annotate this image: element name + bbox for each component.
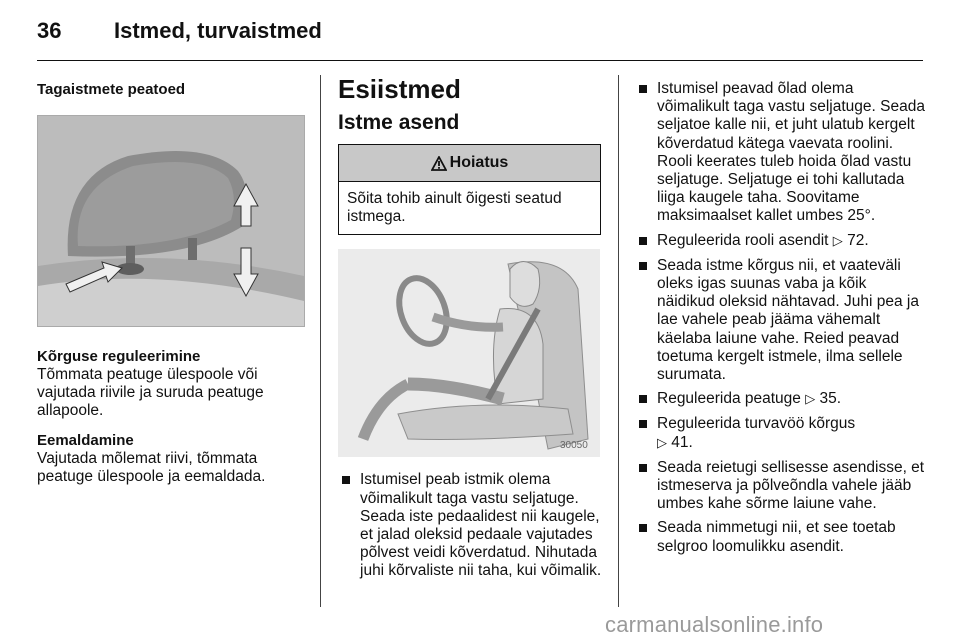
headrest-illustration-svg bbox=[38, 116, 304, 326]
instruction-bullet-list bbox=[635, 80, 925, 556]
reference-arrow-icon: ▷ bbox=[832, 233, 843, 249]
bullet-icon bbox=[639, 420, 647, 428]
list-item-text: Seada istme kõrgus nii, et vaateväli oleks igas suunas vaba ja kõik näidikud oleksid nähtavad. Juhi pea ja lae vahele peab jääma vähemalt käelaba laiune vahe. Reied peavad toetuma kergelt istmele, ilma sellele surumata. bbox=[657, 256, 919, 384]
bullet-icon bbox=[639, 464, 647, 472]
section-heading-rear-headrests: Tagaistmete peatoed bbox=[37, 81, 186, 98]
column-divider bbox=[320, 75, 321, 607]
seat-position-illustration-svg bbox=[338, 249, 600, 457]
list-item-text: Reguleerida turvavöö kõrgus bbox=[657, 415, 856, 433]
list-item-text: Istumisel peavad õlad olema võimalikult taga vastu seljatuge. Seada seljatoe kalle nii, et juht ulatub kergelt kõverdatud kätega vaevata roolini. Rooli keerates tuleb hoida õlad vastu seljatuge. Seljatuge ei tohi kallutada liiga kaugele taha. Soovitame maksimaalset kallet umbes 25°. bbox=[657, 80, 925, 225]
column-front-seats bbox=[338, 70, 603, 587]
seat-bullet-list bbox=[338, 471, 603, 580]
warning-header bbox=[339, 145, 600, 182]
list-item bbox=[635, 257, 925, 384]
warning-box bbox=[338, 144, 601, 235]
list-item bbox=[635, 415, 925, 452]
list-item-text: Reguleerida rooli asendit bbox=[657, 231, 829, 249]
height-adjust-heading: Kõrguse reguleerimine bbox=[37, 348, 201, 365]
reference-arrow-icon: ▷ bbox=[805, 392, 816, 408]
list-item bbox=[635, 80, 925, 226]
front-seats-heading: Esiistmed bbox=[338, 74, 461, 104]
bullet-icon bbox=[639, 395, 647, 403]
bullet-icon bbox=[639, 85, 647, 93]
bullet-icon bbox=[342, 476, 350, 484]
page-title: Istmed, turvaistmed bbox=[114, 18, 322, 43]
column-divider bbox=[618, 75, 619, 607]
bullet-icon bbox=[639, 262, 647, 270]
list-item bbox=[338, 471, 603, 580]
image-code: 30050 bbox=[560, 440, 588, 452]
list-item bbox=[635, 232, 925, 251]
removal-text: Vajutada mõlemat riivi, tõmmata peatuge ülespoole ja eemaldada. bbox=[37, 449, 266, 485]
list-item bbox=[635, 519, 925, 555]
seat-position-illustration bbox=[338, 249, 600, 457]
bullet-icon bbox=[639, 524, 647, 532]
page-reference[interactable]: 72. bbox=[842, 231, 869, 249]
list-item bbox=[635, 459, 925, 514]
list-item-text: Seada reietugi sellisesse asendisse, et istmeserva ja põlveõndla vahele jääb umbes kahe sõrme laiune vahe. bbox=[657, 458, 925, 513]
page-reference[interactable]: 41. bbox=[667, 433, 693, 451]
column-rear-headrests bbox=[37, 70, 307, 486]
reference-arrow-icon: ▷ bbox=[657, 435, 667, 451]
list-item-text: Istumisel peab istmik olema võimalikult taga vastu seljatuge. Seada iste pedaalidest nii kaugele, et jalad oleksid pedaale vajutades põlvest veidi kõverdatud. Nihutada juhi kõrvaliste nii taha, kui võimalik. bbox=[360, 471, 602, 580]
height-adjust-text: Tõmmata peatuge ülespoole või vajutada riivile ja suruda peatuge allapoole. bbox=[37, 366, 264, 420]
warning-title: Hoiatus bbox=[449, 154, 509, 171]
bullet-icon bbox=[639, 237, 647, 245]
header-rule bbox=[37, 60, 923, 61]
page-number: 36 bbox=[37, 18, 62, 43]
warning-triangle-icon bbox=[431, 156, 447, 171]
list-item-text: Seada nimmetugi nii, et see toetab selgroo loomulikku asendit. bbox=[657, 519, 896, 555]
headrest-illustration bbox=[37, 115, 305, 327]
warning-text: Sõita tohib ainult õigesti seatud istmega. bbox=[347, 190, 562, 226]
removal-heading: Eemaldamine bbox=[37, 431, 134, 449]
page-reference[interactable]: 35. bbox=[815, 390, 842, 408]
list-item-text: Reguleerida peatuge bbox=[657, 390, 801, 408]
column-seat-instructions bbox=[635, 70, 925, 562]
watermark: carmanualsonline.info bbox=[605, 612, 824, 637]
list-item bbox=[635, 390, 925, 409]
seat-position-heading: Istme asend bbox=[338, 111, 460, 134]
